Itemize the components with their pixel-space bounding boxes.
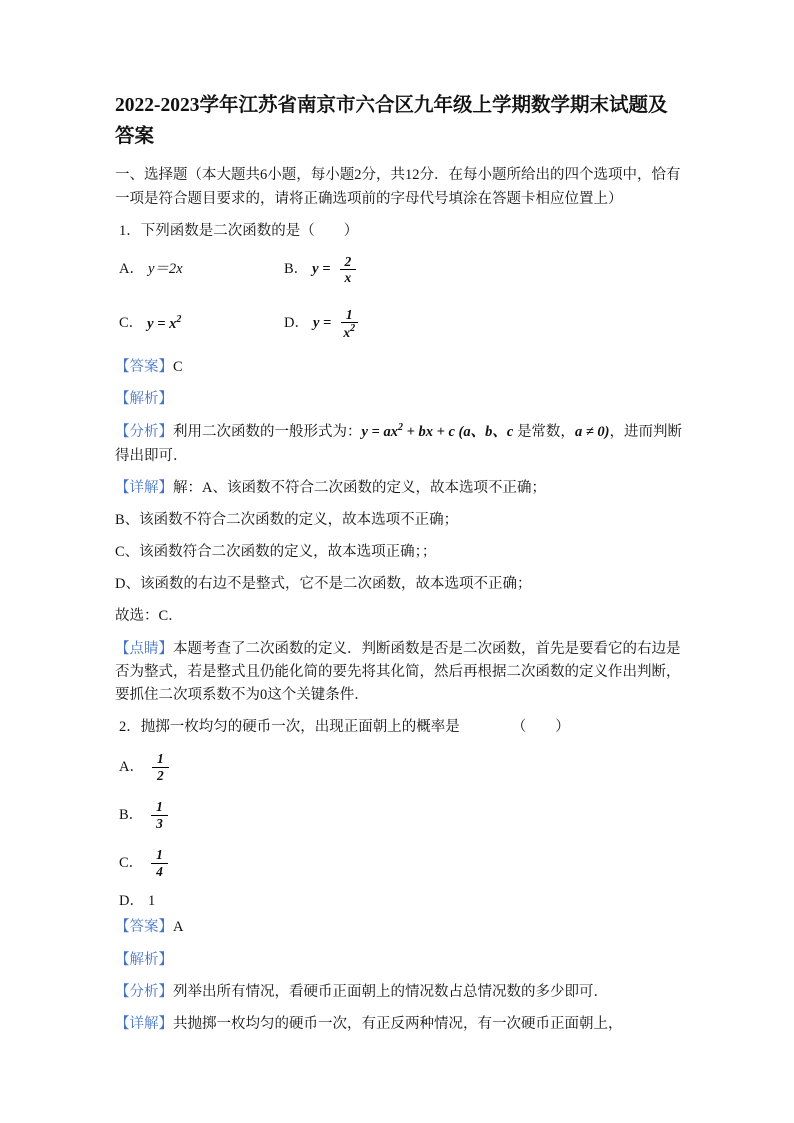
q2-option-c (119, 840, 682, 886)
q1-option-b-label: B． (284, 261, 309, 278)
q1-dianjing-para (115, 638, 682, 708)
q1-detail-line-1 (115, 477, 682, 500)
q2-option-d (119, 888, 682, 914)
formula-base: y = x (147, 315, 177, 332)
q1-detail-line-4: D、该函数的右边不是整式，它不是二次函数，故本选项不正确； (115, 576, 532, 593)
numerator: 2 (340, 254, 357, 271)
fenxi-label: 【分析】 (115, 983, 173, 1000)
q1-option-d-formula (313, 305, 362, 343)
q2-option-d-label: D． (119, 892, 144, 909)
fraction (151, 799, 168, 831)
q1-option-c-label: C． (119, 315, 144, 332)
q2-jiexi-line (115, 949, 682, 972)
q1-fenxi-formula (362, 424, 610, 440)
fenxi-label: 【分析】 (115, 424, 173, 441)
formula-exponent: 2 (397, 422, 403, 434)
q1-answer-line (115, 356, 682, 379)
q2-option-a-label: A． (119, 758, 144, 775)
q1-option-b (284, 252, 360, 288)
q1-dianjing-text: 本题考查了二次函数的定义．判断函数是否是二次函数，首先是要看它的右边是否为整式，若是整式且仍能化简的要先将其化简，然后再根据二次函数的定义作出判断，要抓住二次项系数不为0这个关键条件． (115, 640, 681, 703)
q2-fenxi-para (115, 981, 682, 1004)
numerator: 1 (152, 751, 169, 768)
q1-options-row-1 (119, 248, 682, 292)
jiexi-label: 【解析】 (115, 951, 173, 968)
q1-option-b-formula (312, 252, 360, 288)
q1-option-a-label: A． (119, 261, 144, 278)
formula-base: y = ax (361, 424, 398, 441)
q1-options-row-2 (119, 302, 682, 346)
q2-answer-value: A (173, 919, 184, 936)
denominator: 4 (156, 863, 163, 879)
denominator-base: x (343, 325, 351, 341)
q2-option-b (119, 792, 682, 838)
fraction (340, 307, 358, 341)
q1-detail-line-3: C、该函数符合二次函数的定义，故本选项正确；； (115, 544, 437, 561)
q2-option-a (119, 744, 682, 790)
q1-fenxi-post: ，进而判断得出即可． (115, 424, 682, 464)
q1-fenxi-para (115, 420, 682, 467)
q1-option-a-formula: y＝2x (147, 261, 183, 278)
q2-stem (119, 716, 682, 739)
q1-stem: 1．下列函数是二次函数的是（ ） (119, 222, 359, 239)
jiexi-label: 【解析】 (115, 391, 173, 408)
numerator: 1 (151, 847, 168, 864)
q1-answer-value: C (173, 358, 183, 375)
xiangjie-label: 【详解】 (115, 1015, 173, 1032)
q1-option-d (284, 305, 362, 343)
denominator: x (344, 270, 352, 286)
q1-option-c-formula (147, 312, 181, 336)
answer-label: 【答案】 (115, 358, 173, 375)
section-instructions: 一、选择题（本大题共6小题，每小题2分，共12分．在每小题所给出的四个选项中，恰有一项是符合题目要求的，请将正确选项前的字母代号填涂在答题卡相应位置上） (115, 167, 681, 207)
q2-option-c-label: C． (119, 854, 144, 871)
xiangjie-label: 【详解】 (115, 479, 173, 496)
fraction (152, 751, 169, 783)
q1-detail-line-2: B、该函数不符合二次函数的定义，故本选项不正确； (115, 511, 459, 528)
q2-answer-line (115, 916, 682, 939)
denominator: 2 (156, 767, 164, 783)
formula-lhs: y = (312, 261, 331, 278)
formula-cjk-note: 是常数， (516, 424, 575, 441)
q2-option-d-value: 1 (147, 892, 156, 909)
q1-option-a (119, 258, 284, 281)
q1-option-d-label: D． (284, 315, 309, 332)
q2-xiangjie-text: 共抛掷一枚均匀的硬币一次，有正反两种情况，有一次硬币正面朝上， (173, 1015, 623, 1032)
q1-fenxi-pre: 利用二次函数的一般形式为： (173, 424, 362, 441)
document-title: 2022-2023学年江苏省南京市六合区九年级上学期数学期末试题及答案 (115, 95, 668, 148)
formula-condition: a ≠ 0) (574, 424, 610, 441)
dianjing-label: 【点睛】 (115, 640, 173, 657)
q2-xiangjie-para (115, 1013, 682, 1036)
q2-answer-parens: （ ） (511, 719, 570, 736)
numerator: 1 (341, 307, 358, 324)
numerator: 1 (151, 799, 168, 816)
formula-exponent: 2 (176, 313, 182, 325)
denominator: 3 (156, 815, 163, 831)
fraction (151, 847, 168, 879)
fraction (340, 254, 357, 286)
formula-mid: + bx + c (a、b、c (402, 424, 517, 441)
q1-jiexi-line (115, 388, 682, 411)
q2-option-b-label: B． (119, 806, 144, 823)
q2-stem-text: 2．抛掷一枚均匀的硬币一次，出现正面朝上的概率是 (119, 719, 460, 736)
answer-label: 【答案】 (115, 919, 173, 936)
q1-detail-text-1: 解：A、该函数不符合二次函数的定义，故本选项不正确； (173, 479, 546, 496)
formula-lhs: y = (312, 315, 332, 332)
q1-option-c (119, 312, 284, 336)
q2-fenxi-text: 列举出所有情况，看硬币正面朝上的情况数占总情况数的多少即可． (173, 983, 608, 1000)
q1-detail-line-5: 故选：C． (115, 608, 183, 625)
denominator (340, 323, 358, 341)
denominator-exponent: 2 (350, 323, 356, 335)
